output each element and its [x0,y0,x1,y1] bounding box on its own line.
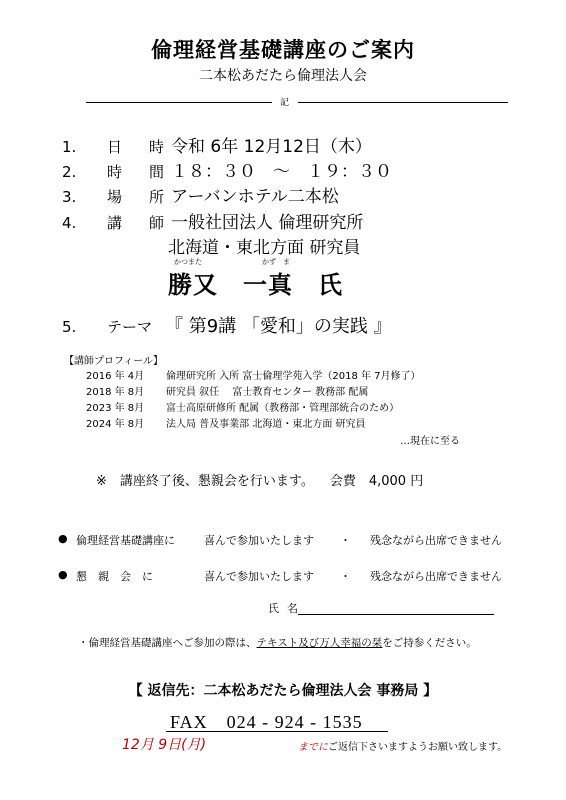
bring-note [78,635,477,650]
item-lecturer [62,208,363,233]
profile-date: 2018 年 8月 [86,387,145,398]
decline-option-party[interactable]: 残念ながら出席できません [370,570,502,583]
option-separator: ・ [340,534,351,547]
reply-address: 【 返信先：二本松あだたら倫理法人会 事務局 】 [128,683,438,699]
item-number: 1. [62,138,77,156]
divider-right [298,102,508,103]
reply-label-course: 倫理経営基礎講座に [76,534,175,547]
fax-underline [166,731,388,732]
item-place [62,182,339,207]
profile-text: 研究員 叙任 富士教育センター 教務部 配属 [166,387,369,398]
profile-row [86,415,366,430]
profile-text: 法人局 普及事業部 北海道・東北方面 研究員 [166,419,366,430]
note-suffix: をご持参ください。 [382,637,477,649]
note-underlined: テキスト及び万人幸福の栞 [256,637,383,649]
item-label: 日 時 [107,138,171,156]
item-number: 5. [62,318,77,336]
deadline-suffix-red: までに [298,742,328,753]
item-datetime [62,132,372,157]
lecturer-affiliation: 北海道・東北方面 研究員 [168,238,361,258]
divider-left [86,102,272,103]
name-field[interactable] [298,614,494,615]
profile-tail: …現在に至る [400,436,460,447]
item-value: 一般社団法人 倫理研究所 [171,213,364,233]
option-separator: ・ [340,570,351,583]
bullet-icon: ● [58,568,68,581]
reception-notice [96,470,423,489]
bullet-icon: ● [58,532,68,545]
item-time [62,157,392,182]
attend-option-course[interactable]: 喜んで参加いたします [204,534,314,547]
page-title: 倫理経営基礎講座のご案内 [151,38,415,62]
item-number: 4. [62,214,77,232]
note-prefix: ・倫理経営基礎講座へご参加の際は、 [78,637,257,649]
ki-mark: 記 [276,95,293,108]
item-value: 令和 6年 12月12日（木） [171,137,372,157]
item-value: 『 第9講 「愛和」の実践 』 [165,316,392,337]
item-label: テーマ [107,318,153,336]
item-label: 講 師 [107,214,171,232]
deadline-message [298,738,507,753]
profile-row [86,367,421,382]
speaker-ruby-surname: かつまた [174,258,202,266]
speaker-name: 勝又 一真 氏 [168,271,343,299]
item-number: 3. [62,188,77,206]
attend-option-party[interactable]: 喜んで参加いたします [204,570,314,583]
deadline-suffix: ご返信下さいますようお願い致します。 [328,742,508,753]
reply-label-party: 懇 親 会 に [76,570,153,583]
page-subtitle: 二本松あだたら倫理法人会 [199,68,367,84]
item-theme [62,312,392,338]
item-value: １８：３０ ～ １９：３０ [171,162,392,182]
profile-row [86,383,368,398]
profile-date: 2016 年 4月 [86,371,145,382]
notice-fee: 会費 4,000 円 [329,474,424,489]
name-field-label: 氏名 [268,602,306,615]
notice-text: ※ 講座終了後、懇親会を行います。 [96,474,314,489]
speaker-ruby-given: かず ま [262,258,290,266]
profile-date: 2024 年 8月 [86,419,145,430]
item-label: 場 所 [107,188,171,206]
item-number: 2. [62,163,77,181]
item-value: アーバンホテル二本松 [171,187,339,207]
profile-text: 倫理研究所 入所 富士倫理学苑入学（2018 年 7月修了） [166,371,421,382]
reply-deadline: 12月 9日(月) [122,737,207,753]
item-label: 時 間 [107,163,171,181]
profile-text: 富士高原研修所 配属（教務部・管理部統合のため） [166,403,400,414]
fax-number: FAX 024 - 924 - 1535 [170,712,363,732]
profile-row [86,399,399,414]
profile-date: 2023 年 8月 [86,403,145,414]
decline-option-course[interactable]: 残念ながら出席できません [370,534,502,547]
profile-heading: 【講師プロフィール】 [64,356,163,367]
